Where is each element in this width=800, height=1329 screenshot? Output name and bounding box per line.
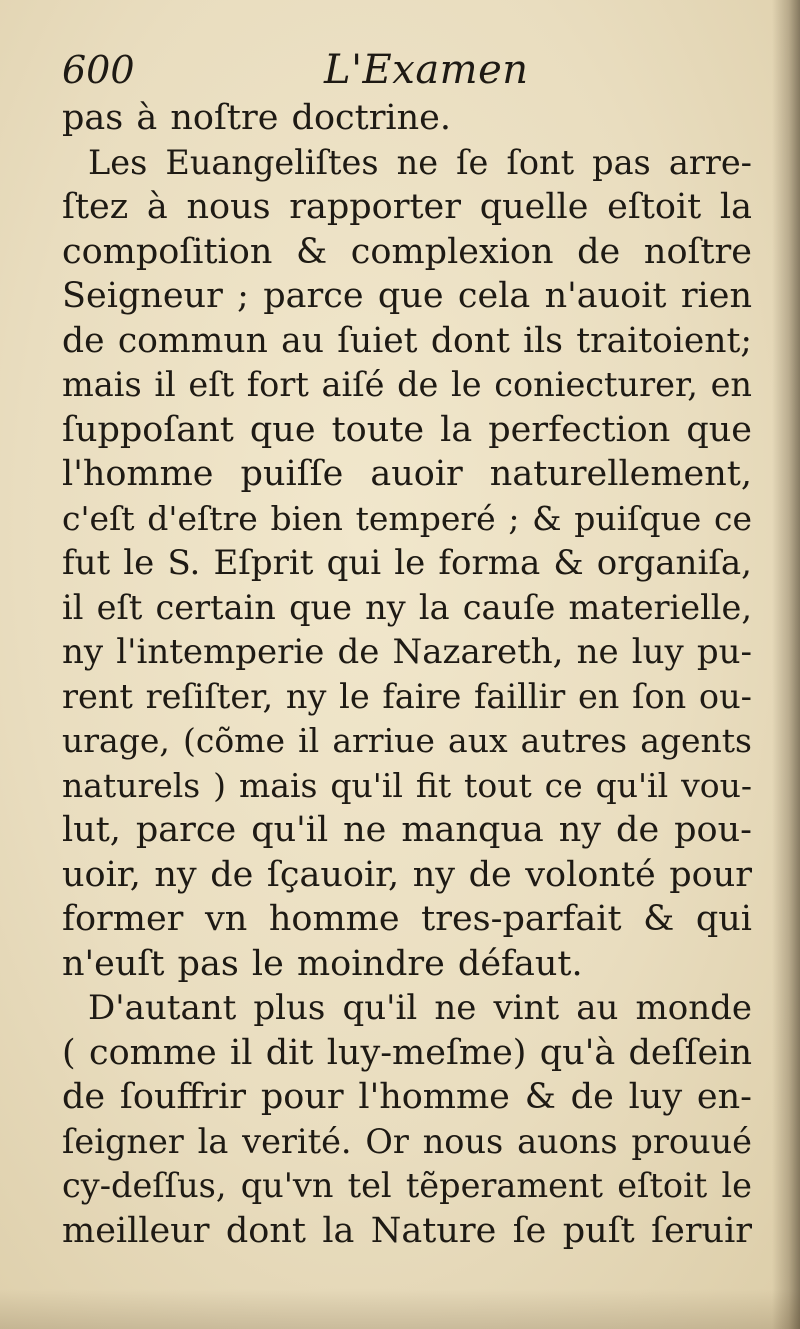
text-line: ſuppoſant que toute la perfection que	[62, 409, 752, 450]
text-line: c'eſt d'eſtre bien temperé ; & puiſque ce	[62, 498, 752, 538]
text-line: urage, (cõme il arriue aux autres agents	[62, 721, 752, 760]
text-line: n'euſt pas le moindre défaut.	[62, 943, 583, 984]
text-line: Seigneur ; parce que cela n'auoit rien	[62, 276, 752, 316]
text-line: ( comme il dit luy-meſme) qu'à deſſein	[62, 1032, 752, 1073]
text-line: cy-deſſus, qu'vn tel tẽperament eſtoit le	[62, 1166, 752, 1205]
body-text	[62, 96, 752, 1253]
text-line: fut le S. Eſprit qui le forma & organiſa,	[62, 543, 752, 583]
bottom-edge-shadow	[0, 1289, 800, 1329]
text-line: de commun au ſuiet dont ils traitoient;	[62, 320, 752, 361]
text-line: l'homme puiſſe auoir naturellement,	[62, 454, 752, 494]
text-line: ſeigner la verité. Or nous auons prouué	[62, 1121, 752, 1161]
text-line: Les Euangeliſtes ne ſe ſont pas arre-	[88, 142, 752, 182]
text-line: rent reſiſter, ny le faire faillir en ſon ou-	[62, 676, 752, 716]
text-line: de ſouffrir pour l'homme & de luy en-	[62, 1077, 752, 1117]
page-number: 600	[62, 48, 135, 92]
gutter-shadow	[772, 0, 800, 1329]
text-line: compoſition & complexion de noſtre	[62, 231, 752, 272]
page-header	[62, 44, 752, 96]
text-line: pas à noſtre doctrine.	[62, 98, 452, 138]
text-line: uoir, ny de ſçauoir, ny de volonté pour	[62, 854, 752, 895]
running-title: L'Examen	[324, 47, 529, 93]
text-line: D'autant plus qu'il ne vint au monde	[88, 988, 752, 1028]
text-line: mais il eſt fort aiſé de le coniecturer, en	[62, 365, 752, 404]
text-line: lut, parce qu'il ne manqua ny de pou-	[62, 810, 752, 850]
text-line: ny l'intemperie de Nazareth, ne luy pu-	[62, 632, 752, 672]
text-line: meilleur dont la Nature ſe puſt ſeruir	[62, 1210, 752, 1251]
text-line: naturels ) mais qu'il fit tout ce qu'il vou-	[62, 765, 752, 805]
text-line: former vn homme tres-parfait & qui	[62, 899, 752, 939]
text-line: ſtez à nous rapporter quelle eſtoit la	[62, 187, 752, 227]
text-line: il eſt certain que ny la cauſe materielle,	[62, 587, 752, 627]
